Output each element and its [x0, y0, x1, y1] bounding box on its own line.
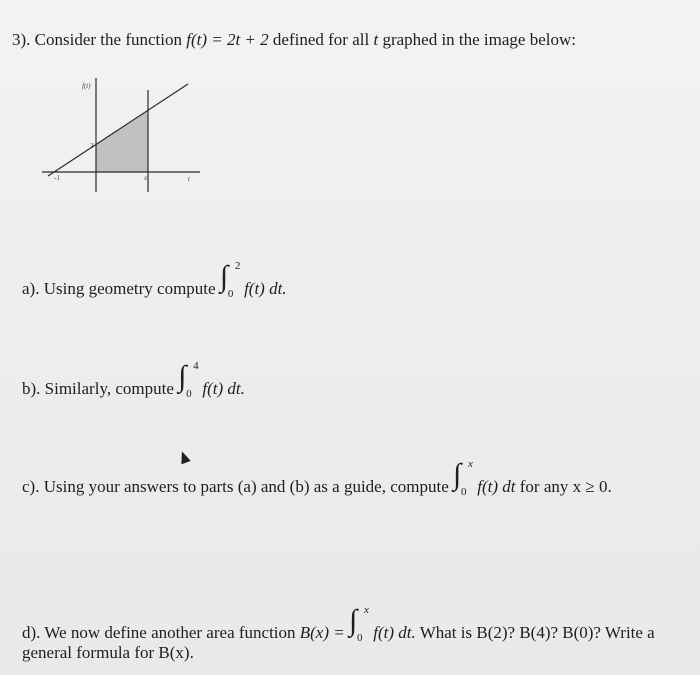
integral-b	[178, 360, 199, 400]
variable-t: t	[373, 30, 379, 49]
integral-d-upper: x	[364, 604, 369, 616]
part-d-suffix: What is B(2)? B(4)? B(0)? Write a	[419, 623, 655, 642]
heading-prefix: 3). Consider the function	[12, 30, 182, 49]
integral-b-lower: 0	[186, 388, 192, 400]
part-a-prefix: a). Using geometry compute	[22, 279, 216, 298]
part-d-integrand: f(t) dt.	[373, 623, 416, 642]
integral-sign-icon: ∫	[178, 360, 187, 393]
part-d	[22, 604, 655, 644]
part-d-prefix: d). We now define another area function	[22, 623, 296, 642]
part-c-suffix: for any x ≥ 0.	[519, 477, 612, 496]
integral-a-lower: 0	[227, 288, 234, 300]
part-c-integrand: f(t) dt	[477, 477, 516, 496]
label-two: 2	[90, 142, 94, 150]
integral-sign-icon: ∫	[453, 458, 462, 491]
part-c	[22, 458, 612, 498]
integral-c-lower: 0	[461, 486, 467, 498]
shaded-area	[96, 110, 148, 172]
integral-d-lower: 0	[357, 632, 363, 644]
part-c-prefix: c). Using your answers to parts (a) and (b) as a guide, compute	[22, 477, 449, 496]
integral-sign-icon: ∫	[219, 260, 229, 293]
part-d-line2: general formula for B(x).	[22, 643, 194, 662]
integral-c-upper: x	[468, 458, 473, 470]
integral-d	[349, 604, 369, 644]
part-d-bx: B(x) =	[299, 623, 345, 642]
mouse-cursor-icon	[177, 450, 191, 465]
label-neg1: -1	[54, 174, 60, 182]
part-b-integrand: f(t) dt.	[202, 379, 245, 398]
heading-suffix: defined for all	[272, 30, 370, 49]
part-b	[22, 360, 245, 400]
label-x: x	[144, 174, 148, 182]
part-a-integrand: f(t) dt.	[244, 279, 287, 298]
heading-end: graphed in the image below:	[382, 30, 576, 49]
integral-a-upper: 2	[234, 260, 241, 272]
y-axis-label: f(t)	[82, 82, 91, 90]
integral-sign-icon: ∫	[349, 604, 358, 637]
part-b-prefix: b). Similarly, compute	[22, 379, 174, 398]
integral-a	[219, 260, 241, 300]
part-a	[22, 260, 287, 300]
function-expression: f(t) = 2t + 2	[186, 30, 269, 49]
label-t: t	[188, 175, 190, 183]
function-graph	[38, 72, 208, 197]
integral-b-upper: 4	[193, 360, 199, 372]
problem-heading	[12, 30, 576, 50]
integral-c	[453, 458, 473, 498]
